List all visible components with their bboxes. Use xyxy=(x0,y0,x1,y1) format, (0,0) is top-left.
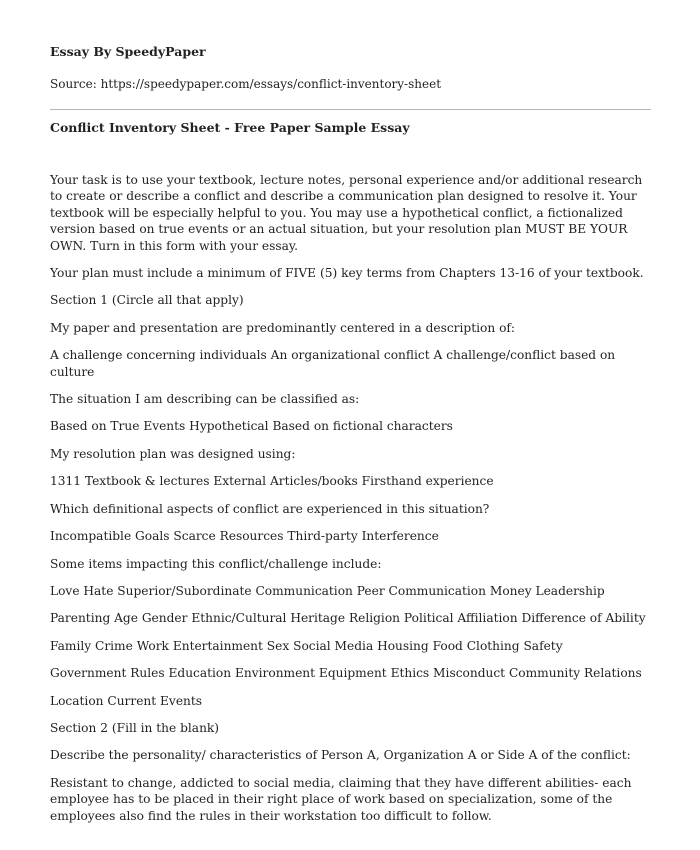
options-items-4: Government Rules Education Environment Equipment Ethics Misconduct Community Relations xyxy=(50,666,642,681)
options-resolution: 1311 Textbook & lectures External Articles/books Firsthand experience xyxy=(50,474,494,489)
section-1-heading: Section 1 (Circle all that apply) xyxy=(50,293,244,308)
site-title: Essay By SpeedyPaper xyxy=(50,44,206,59)
options-items-3: Family Crime Work Entertainment Sex Social Media Housing Food Clothing Safety xyxy=(50,638,563,653)
options-definitional: Incompatible Goals Scarce Resources Third-party Interference xyxy=(50,529,439,544)
question-person-a: Describe the personality/ characteristics of Person A, Organization A or Side A of the conflict: xyxy=(50,748,631,763)
options-items-1: Love Hate Superior/Subordinate Communication Peer Communication Money Leadership xyxy=(50,583,605,598)
options-items-2: Parenting Age Gender Ethnic/Cultural Heritage Religion Political Affiliation Difference of Ability xyxy=(50,611,646,626)
question-items: Some items impacting this conflict/challenge include: xyxy=(50,556,382,571)
options-items-5: Location Current Events xyxy=(50,693,203,708)
document-title: Conflict Inventory Sheet - Free Paper Sample Essay xyxy=(50,120,410,135)
options-classified: Based on True Events Hypothetical Based on fictional characters xyxy=(50,419,453,434)
answer-person-a: Resistant to change, addicted to social media, claiming that they have different abilities- each employee has to be placed in their right place of work based on specialization, some of the employees also find the rules in their workstation too difficult to follow. xyxy=(50,775,632,823)
header-divider xyxy=(50,109,651,110)
document-body xyxy=(50,172,651,824)
document-page xyxy=(50,44,651,835)
question-resolution: My resolution plan was designed using: xyxy=(50,446,296,461)
question-classified: The situation I am describing can be classified as: xyxy=(50,392,360,407)
question-definitional: Which definitional aspects of conflict are experienced in this situation? xyxy=(50,501,490,516)
options-centered: A challenge concerning individuals An organizational conflict A challenge/conflict based on culture xyxy=(50,348,616,379)
section-2-heading: Section 2 (Fill in the blank) xyxy=(50,720,220,735)
question-centered: My paper and presentation are predominantly centered in a description of: xyxy=(50,320,516,335)
paragraph-key-terms: Your plan must include a minimum of FIVE (5) key terms from Chapters 13-16 of your textbook. xyxy=(50,266,644,281)
paragraph-task: Your task is to use your textbook, lecture notes, personal experience and/or additional research to create or describe a conflict and describe a communication plan designed to resolve it. Your textbook will be especially helpful to you. You may use a hypothetical conflict, a fictionalized version based on true events or an actual situation, but your resolution plan MUST BE YOUR OWN. Turn in this form with your essay. xyxy=(50,173,643,253)
source-line: Source: https://speedypaper.com/essays/conflict-inventory-sheet xyxy=(50,77,442,91)
